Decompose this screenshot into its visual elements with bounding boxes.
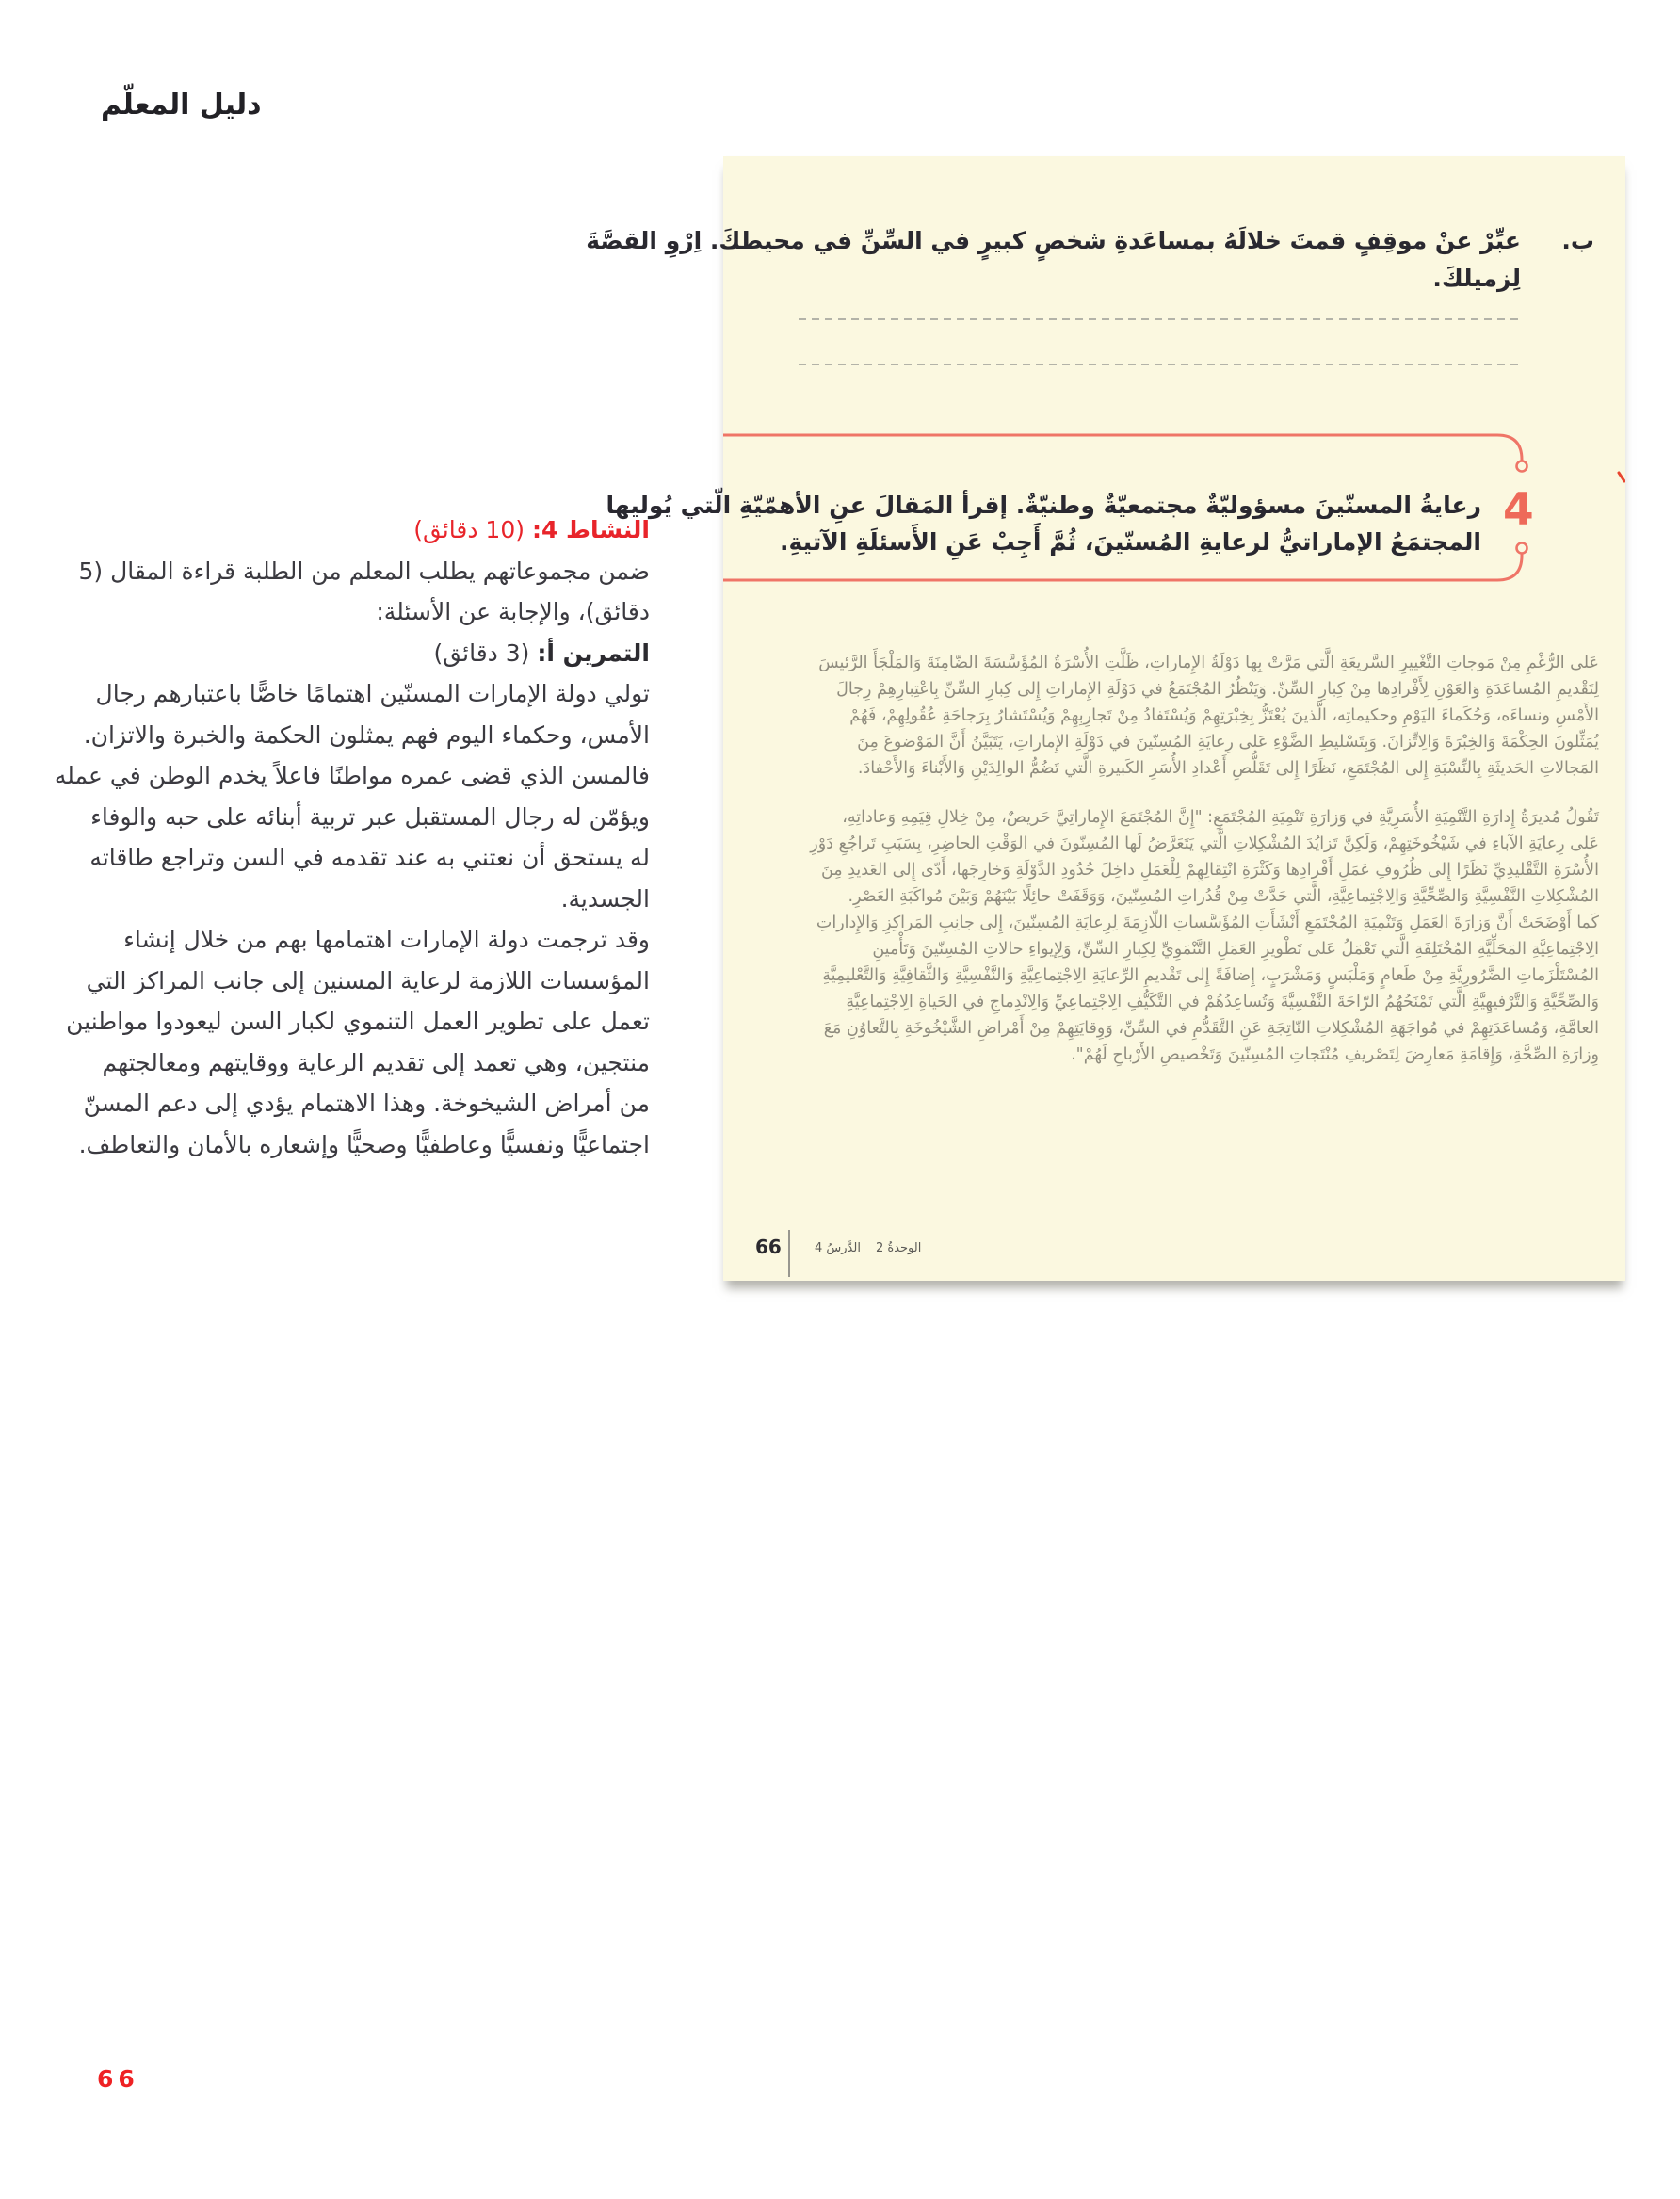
teacher-note-line: ضمن مجموعاتهم يطلب المعلم من الطلبة قراءة المقال (5 (78, 557, 650, 585)
corner-page-number: 66 (97, 2065, 139, 2093)
article-line: لِتَقْديمِ المُساعَدَةِ وَالعَوْنِ لِأَفْرادِها مِنْ كِبارِ السِّنِّ. وَيَنْظُرُ المُجْتَمَعُ في دَوْلَةِ الإِماراتِ إِلى كِبارِ السِّنِّ بِاعْتِبارِهِمْ رِجالَ (836, 680, 1599, 699)
article-line: الِاجْتِماعِيَّةِ المَحَلِّيَّةِ المُخْتَلِفَةِ الَّتي تَعْمَلُ عَلى تَطْويرِ العَمَلِ التَّنْمَوِيِّ لِكِبارِ السِّنِّ، وَلِإيواءِ حالاتِ المُسِنّينَ وَتَأْمينِ (872, 940, 1599, 959)
teacher-note-line: الأمس، وحكماء اليوم فهم يمثلون الحكمة والخبرة والاتزان. (83, 720, 650, 749)
activity4-title-line: المجتمَعُ الإماراتيُّ لرعايةِ المُسنّينَ، ثُمَّ أَجِبْ عَنِ الأَسئلَةِ الآتيةِ. (779, 528, 1481, 556)
article-line: المُسْتَلْزَماتِ الضَّرُورِيَّةِ مِنْ طَعامٍ وَمَلْبَسٍ وَمَشْرَبٍ، إِضافَةً إِلى تَقْديمِ الرِّعايَةِ الِاجْتِماعِيَّةِ وَالنَّفْسِيَّةِ وَالثَّقافِيَّةِ وَالتَّعْليمِيَّةِ (822, 966, 1599, 985)
exercise-b-line: لِزميلكَ. (1432, 265, 1521, 292)
teacher-note-line: الجسدية. (560, 884, 650, 913)
exercise-b-marker: ب. (1561, 227, 1594, 254)
activity-heading (111, 509, 650, 551)
page-edge-tick (1619, 473, 1624, 481)
article-text (810, 650, 1599, 1068)
activity4-number: 4 (1503, 484, 1534, 536)
article-line: الأُسْرَةِ التَّقْليدِيِّ نَظَرًا إِلى ظُرُوفِ عَمَلِ أَفْرادِها وَكَثْرَةِ انْتِقالِهِمْ لِلْعَمَلِ داخِلَ حُدُودِ الدَّوْلَةِ وَخارِجَها، أَدّى إِلى العَديدِ مِنَ (820, 861, 1599, 880)
teacher-note-line: دقائق)، والإجابة عن الأسئلة: (376, 598, 650, 625)
teacher-note-line: اجتماعيًّا ونفسيًّا وعاطفيًّا وصحيًّا وإشعاره بالأمان والتعاطف. (78, 1130, 650, 1158)
teacher-note-line: من أمراض الشيخوخة. وهذا الاهتمام يؤدي إلى دعم المسنّ (83, 1090, 650, 1117)
footer-unit-lesson (815, 1241, 921, 1255)
activity4-title-line: رعايةُ المسنّينَ مسؤوليّةٌ مجتمعيّةٌ وطنيّةٌ. إقرأ المَقالَ عنِ الأهمّيّةِ الّتي يُوليها (606, 492, 1481, 519)
teacher-note-line: تولي دولة الإمارات المسنّين اهتمامًا خاصًّا باعتبارهم رجال (95, 680, 650, 707)
teacher-note-line: ويؤمّن له رجال المستقبل عبر تربية أبنائه على حبه والوفاء (90, 802, 650, 831)
article-line: الأَمْسِ ونساءَه، وَحُكَماءَ اليَوْمِ وحكيماتِه، الَّذينَ يُعْتَزُّ بِخِبْرَتِهِمْ وَيُسْتَفادُ مِنْ تَجارِبِهِمْ وَيُسْتَشارُ بِرَجاحَةِ عُقُولِهِمْ، فَهُمْ (849, 706, 1599, 725)
footer-unit-label: الوحدةُ 2 (875, 1241, 922, 1255)
article-line: يُمَثِّلونَ الحِكْمَةَ وَالخِبْرَةَ وَالِاتِّزانَ. وَبِتَسْليطِ الضَّوْءِ عَلى رِعايَةِ المُسِنّينَ في دَوْلَةِ الإِماراتِ، يَتَبَيَّنُ أَنَّ المَوْضوعَ مِنَ (857, 733, 1599, 752)
article-line: المُشْكِلاتِ النَّفْسِيَّةِ وَالصِّحِّيَّةِ وَالِاجْتِماعِيَّةِ، الَّتي حَدَّتْ مِنْ قُدُراتِ المُسِنّينَ، وَوَقَفَتْ حائِلًا بَيْنَهُمْ وَبَيْنَ مُواكَبَةِ العَصْرِ. (848, 887, 1599, 906)
answer-writing-line (799, 318, 1518, 320)
activity-heading-label: النشاط 4: (531, 516, 650, 543)
article-line: عَلى رِعايَةِ الآباءِ في شَيْخُوخَتِهِمْ، وَلَكِنَّ تَزايُدَ المُشْكِلاتِ الَّتي يَتَعَرَّضُ لَها المُسِنّونَ في الوَقْتِ الحاضِرِ، بِسَبَبِ تَراجُعِ دَوْرِ (810, 834, 1599, 853)
teacher-note-line: فالمسن الذي قضى عمره مواطنًا فاعلاً يخدم الوطن في عمله (54, 762, 650, 789)
article-line: كَما أَوْضَحَتْ أَنَّ وَزارَةَ العَمَلِ وَتَنْمِيَةِ المُجْتَمَعِ أَنْشَأَتِ المُؤَسَّساتِ اللّازِمَةَ لِرِعايَةِ المُسِنّينَ، إِلى جانِبِ المَراكِزِ وَالإِداراتِ (816, 914, 1599, 932)
teacher-note-line: تعمل على تطوير العمل التنموي لكبار السن ليعودوا مواطنين (66, 1008, 650, 1035)
article-line: وَالصِّحِّيَّةِ وَالتَّرْفيهِيَّةِ الَّتي تَمْنَحُهُمُ الرّاحَةَ النَّفْسِيَّةَ وَتُساعِدُهُمْ في التَّكَيُّفِ الِاجْتِماعِيِّ وَالِانْدِماجِ في الحَياةِ الِاجْتِماعِيَّةِ (846, 993, 1599, 1011)
answer-writing-line (799, 364, 1518, 365)
article-line: وِزارَةِ الصِّحَّةِ، وَإِقامَةِ مَعارِضَ لِتَصْريفِ مُنْتَجاتِ المُسِنّينَ وَتَخْصيصِ الأَرْباحِ لَهُمْ". (1071, 1045, 1599, 1064)
exercise-b-line: عبِّرْ عنْ موقِفٍ قمتَ خلالَهُ بمساعَدةِ شخصٍ كبيرٍ في السِّنِّ في محيطكَ. اِرْوِ القصَّةَ (586, 227, 1521, 254)
teacher-note-line: له يستحق أن نعتني به عند تقدمه في السن وتراجع طاقاته (89, 844, 650, 871)
activity4-title (606, 487, 1481, 560)
exercise-a-heading-duration: (3 دقائق) (433, 639, 538, 667)
teacher-note-line: منتجين، وهي تعمد إلى تقديم الرعاية ووقايتهم ومعالجتهم (102, 1048, 650, 1076)
guide-title: دليل المعلّم (101, 89, 262, 121)
footer-lesson-label: الدَّرسُ 4 (815, 1241, 861, 1255)
article-line: العامَّةِ، وَمُساعَدَتِهِمْ في مُواجَهَةِ المُشْكِلاتِ النّاتِجَةِ عَنِ التَّقَدُّمِ في السِّنِّ، وَوِقايَتِهِمْ مِنْ أَمْراضِ الشَّيْخُوخَةِ بِالتَّعاوُنِ مَعَ (823, 1019, 1599, 1038)
teacher-notes-column (54, 509, 650, 1165)
exercise-a-heading (111, 633, 650, 674)
article-line: المَجالاتِ الحَديثَةِ بِالنِّسْبَةِ إِلى المُجْتَمَعِ، نَظَرًا إِلى تَقَلُّصِ أَعْدادِ الأُسَرِ الكَبيرةِ الَّتي تَضُمُّ الوالِدَيْنِ وَالأَبْناءَ وَالأَحْفادَ. (857, 759, 1599, 778)
footer-divider (788, 1230, 790, 1277)
article-line: تَقُولُ مُديرَةُ إِدارَةِ التَّنْمِيَةِ الأُسَرِيَّةِ في وَزارَةِ تَنْمِيَةِ المُجْتَمَعِ: "إِنَّ المُجْتَمَعَ الإِماراتِيَّ حَريصٌ، مِنْ خِلالِ قِيَمِهِ وَعاداتِهِ، (842, 808, 1599, 827)
exercise-b (586, 222, 1594, 298)
teacher-note-line: المؤسسات اللازمة لرعاية المسنين إلى جانب المراكز التي (86, 966, 650, 994)
book-page-number: 66 (755, 1236, 782, 1258)
article-line: عَلى الرُّغْمِ مِنْ مَوجاتِ التَّغْييرِ السَّريعَةِ الَّتي مَرَّتْ بِها دَوْلَةُ الإِماراتِ، ظَلَّتِ الأُسْرَةُ المُؤَسَّسَةَ الضّامِنَةَ وَالمَلْجَأَ الرَّئيسَ (818, 654, 1599, 672)
teacher-note-line: وقد ترجمت دولة الإمارات اهتمامها بهم من خلال إنشاء (123, 926, 650, 953)
activity-heading-duration: (10 دقائق) (413, 516, 532, 543)
exercise-a-heading-label: التمرين أ: (537, 639, 650, 667)
